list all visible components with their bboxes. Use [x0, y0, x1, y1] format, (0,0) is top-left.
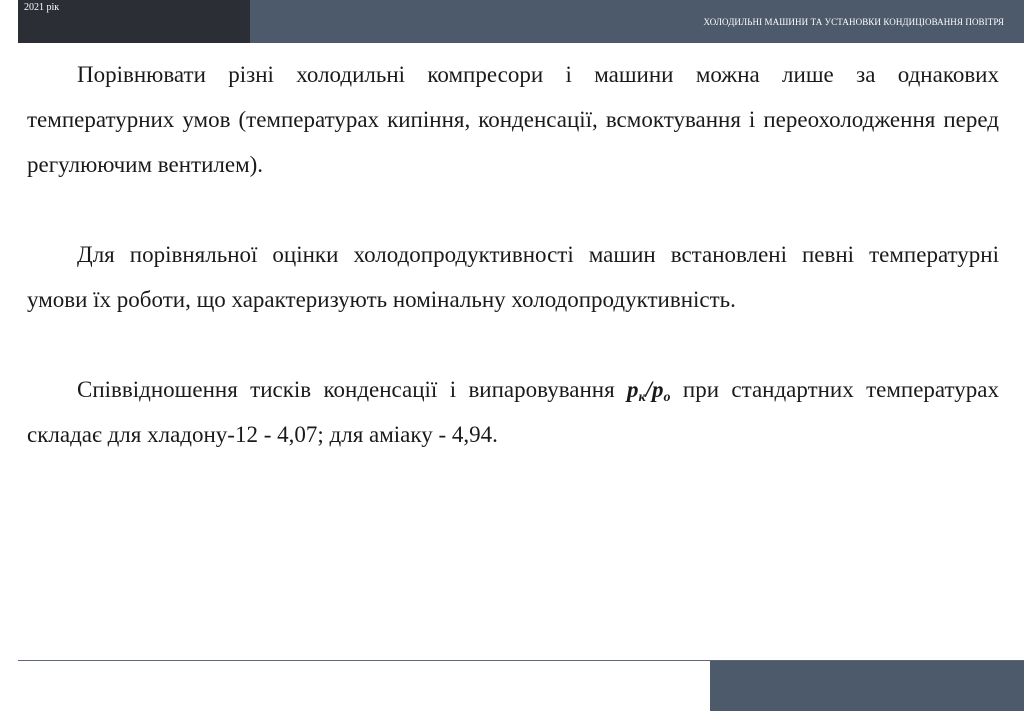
course-title: ХОЛОДИЛЬНІ МАШИНИ ТА УСТАНОВКИ КОНДИЦІОВАННЯ ПОВІТРЯ	[703, 17, 1004, 27]
pressure-ratio-text-end: при стандартних температурах складає для хладону-12 - 4,07; для аміаку - 4,94.	[27, 377, 1000, 447]
header-title-bar	[250, 0, 1024, 43]
header-year-block	[18, 0, 250, 43]
footer-accent-block	[710, 661, 1024, 711]
condensation-pressure-subscript: к	[638, 390, 646, 405]
evaporation-pressure-subscript: о	[663, 390, 671, 405]
pressure-ratio-formula	[627, 377, 671, 405]
paragraph-comparison-conditions: Порівнювати різні холодильні компресори і машини можна лише за однакових температурних умов (температурах кипіння, конденсації, всмоктування і переохолодження перед регулюючим вентилем).	[27, 62, 999, 177]
paragraph-pressure-ratio	[27, 367, 999, 457]
pressure-ratio-text-start: Співвідношення тисків конденсації і випаровування	[77, 377, 628, 402]
evaporation-pressure-symbol: p	[652, 377, 664, 402]
condensation-pressure-symbol: p	[627, 377, 639, 402]
ratio-slash: /	[645, 377, 653, 402]
year-label: 2021 рік	[24, 2, 60, 13]
document-body	[27, 52, 999, 457]
paragraph-nominal-capacity: Для порівняльної оцінки холодопродуктивності машин встановлені певні температурні умови їх роботи, що характеризують номінальну холодопродуктивність.	[27, 242, 999, 312]
